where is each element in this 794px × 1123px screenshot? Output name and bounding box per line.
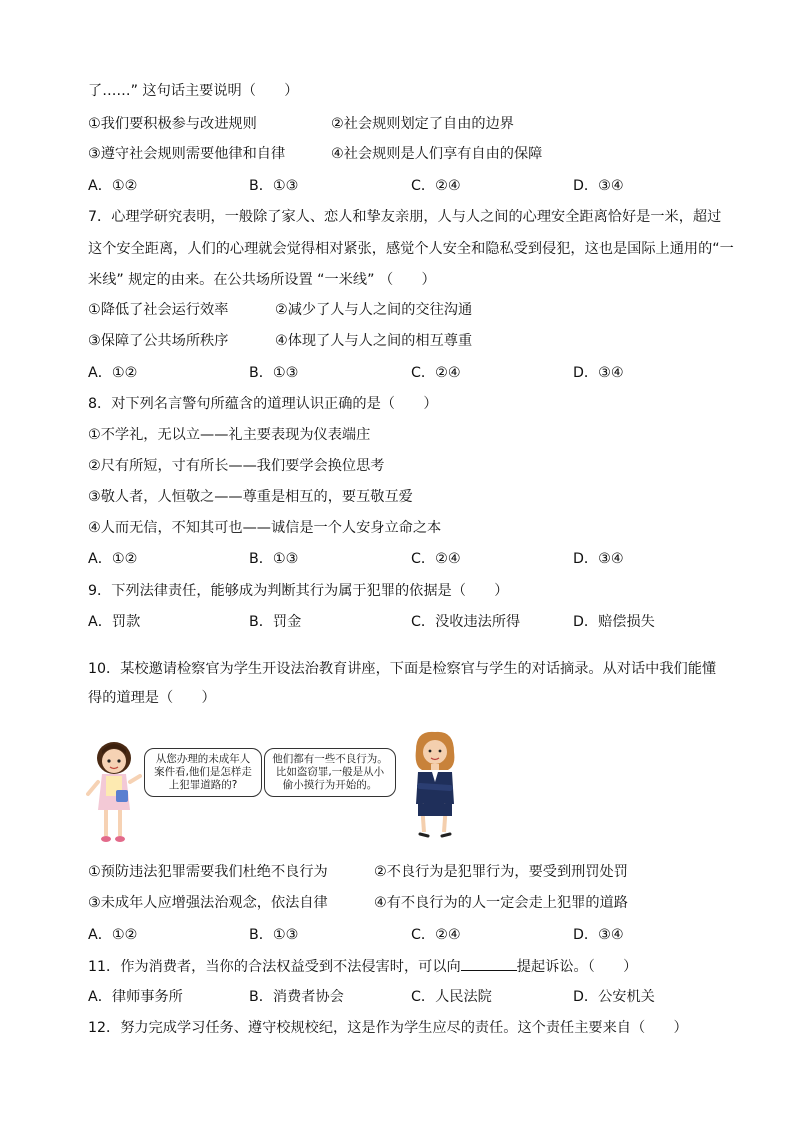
q7-option-c[interactable]: C．②④ <box>411 365 461 381</box>
q9-option-c[interactable]: C．没收违法所得 <box>411 614 521 630</box>
q10-stem-line-1: 10．某校邀请检察官为学生开设法治教育讲座，下面是检察官与学生的对话摘录。从对话中我们能懂 <box>88 661 717 677</box>
q10-option-c[interactable]: C．②④ <box>411 927 461 943</box>
q7-option-a[interactable]: A．①② <box>88 365 138 381</box>
q10-option-d[interactable]: D．③④ <box>573 927 624 943</box>
q11-stem-before: 11．作为消费者，当你的合法权益受到不法侵害时，可以向 <box>88 959 461 975</box>
q6-option-d[interactable]: D．③④ <box>573 178 624 194</box>
q8-stem: 8．对下列名言警句所蕴含的道理认识正确的是（ ） <box>88 396 438 412</box>
q6-statement-1: ①我们要积极参与改进规则 <box>88 116 257 132</box>
q11-option-b[interactable]: B．消费者协会 <box>249 989 344 1005</box>
q7-stem-line-2: 这个安全距离，人们的心理就会觉得相对紧张，感觉个人安全和隐私受到侵犯，这也是国际上通用的“一 <box>88 241 734 257</box>
q8-option-b[interactable]: B．①③ <box>249 551 299 567</box>
q6-statement-2: ②社会规则划定了自由的边界 <box>331 116 514 132</box>
q7-stem-line-3: 米线” 规定的由来。在公共场所设置 “一米线” （ ） <box>88 272 436 288</box>
q7-statement-3: ③保障了公共场所秩序 <box>88 333 229 349</box>
q6-statement-4: ④社会规则是人们享有自由的保障 <box>331 146 543 162</box>
q8-statement-3: ③敬人者，人恒敬之——尊重是相互的，要互敬互爱 <box>88 489 413 505</box>
q7-option-d[interactable]: D．③④ <box>573 365 624 381</box>
q10-statement-3: ③未成年人应增强法治观念，依法自律 <box>88 895 328 911</box>
q10-statement-2: ②不良行为是犯罪行为，要受到刑罚处罚 <box>374 864 628 880</box>
prosecutor-woman-illustration <box>402 730 468 848</box>
q7-statement-4: ④体现了人与人之间的相互尊重 <box>275 333 473 349</box>
q8-statement-1: ①不学礼，无以立——礼主要表现为仪表端庄 <box>88 427 371 443</box>
q8-option-a[interactable]: A．①② <box>88 551 138 567</box>
q7-statement-2: ②减少了人与人之间的交往沟通 <box>275 302 473 318</box>
q12-stem: 12．努力完成学习任务、遵守校规校纪，这是作为学生应尽的责任。这个责任主要来自（ ） <box>88 1020 688 1036</box>
q8-option-c[interactable]: C．②④ <box>411 551 461 567</box>
q6-option-b[interactable]: B．①③ <box>249 178 299 194</box>
q6-option-a[interactable]: A．①② <box>88 178 138 194</box>
q8-statement-2: ②尺有所短，寸有所长——我们要学会换位思考 <box>88 458 385 474</box>
prosecutor-speech-bubble: 他们都有一些不良行为。比如盗窃罪,一般是从小偷小摸行为开始的。 <box>264 748 396 797</box>
q11-option-c[interactable]: C．人民法院 <box>411 989 492 1005</box>
q7-statement-1: ①降低了社会运行效率 <box>88 302 229 318</box>
q11-blank[interactable] <box>461 956 517 971</box>
q9-stem: 9．下列法律责任，能够成为判断其行为属于犯罪的依据是（ ） <box>88 583 509 599</box>
q6-option-c[interactable]: C．②④ <box>411 178 461 194</box>
q6-stem: 了……” 这句话主要说明（ ） <box>88 83 299 99</box>
q10-statement-4: ④有不良行为的人一定会走上犯罪的道路 <box>374 895 628 911</box>
q9-option-a[interactable]: A．罚款 <box>88 614 141 630</box>
q10-option-b[interactable]: B．①③ <box>249 927 299 943</box>
q8-option-d[interactable]: D．③④ <box>573 551 624 567</box>
student-speech-bubble: 从您办理的未成年人案件看,他们是怎样走上犯罪道路的? <box>144 748 262 797</box>
q11-option-a[interactable]: A．律师事务所 <box>88 989 183 1005</box>
q6-statement-3: ③遵守社会规则需要他律和自律 <box>88 146 286 162</box>
q10-option-a[interactable]: A．①② <box>88 927 138 943</box>
q8-statement-4: ④人而无信，不知其可也——诚信是一个人安身立命之本 <box>88 520 442 536</box>
q9-option-b[interactable]: B．罚金 <box>249 614 302 630</box>
dialogue-illustration <box>86 734 486 846</box>
q9-option-d[interactable]: D．赔偿损失 <box>573 614 655 630</box>
q10-stem-line-2: 得的道理是（ ） <box>88 690 216 706</box>
q11-option-d[interactable]: D．公安机关 <box>573 989 655 1005</box>
q7-stem-line-1: 7．心理学研究表明，一般除了家人、恋人和挚友亲朋，人与人之间的心理安全距离恰好是一米，超过 <box>88 209 722 225</box>
q11-stem <box>88 956 637 977</box>
q10-statement-1: ①预防违法犯罪需要我们杜绝不良行为 <box>88 864 328 880</box>
q11-stem-after: 提起诉讼。（ ） <box>516 959 638 975</box>
student-girl-illustration <box>86 738 142 846</box>
q7-option-b[interactable]: B．①③ <box>249 365 299 381</box>
